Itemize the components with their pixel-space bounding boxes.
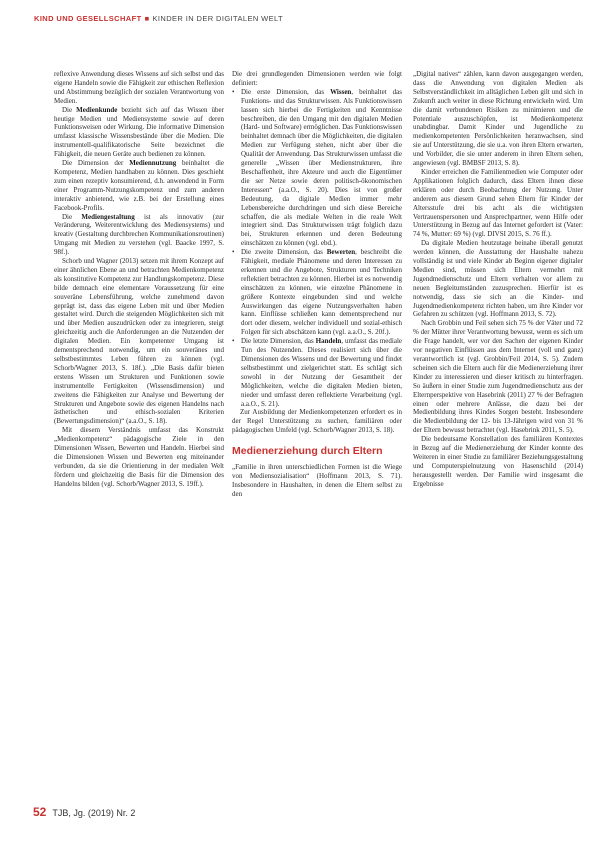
paragraph: Die drei grundlegenden Dimensionen werden wie folgt definiert:	[232, 70, 402, 87]
list-item-bewerten: • Die zweite Dimension, das Bewerten, beschreibt die Fähigkeit, mediale Phänomene und deren Interessen zu erkennen und die Angebote, Strukturen und Techniken reflektiert betrachten zu können. Hierbei ist es notwendig einschätzen zu können, wie einzelne Phänomene in größere Kontexte eingebunden sind und welche Auswirkungen das eigene Nutzungsverhalten haben kann. Einflüsse schließen kann dementsprechend nur dort oder diesem, welcher individuell und sozial-ethisch Folgen für sich abschätzen kann (vgl. a.a.O., S. 20f.).	[241, 248, 402, 337]
paragraph: Mit diesem Verständnis umfasst das Konstrukt „Medienkompetenz“ pädagogische Ziele in den Dimensionen Wissen, Bewerten und Handeln. Hierbei sind die Dimensionen Wissen und Bewerten eng miteinander verbunden, da sie die Orientierung in der medialen Welt fördern und gleichzeitig die Basis für die Dimension des Handelns bilden (vgl. Schorb/Wagner 2013, S. 19ff.).	[54, 426, 224, 488]
term-mediennutzung: Mediennutzung	[129, 159, 177, 168]
list-item-wissen: • Die erste Dimension, das Wissen, beinhaltet das Funktions- und das Strukturwissen. Als Funktionswissen lassen sich hierbei die Fertigkeiten und Kenntnisse beschreiben, die den Umgang mit den digitalen Medien (Hard- und Software) ermöglichen. Das Funktionswissen beinhaltet demnach über die Möglichkeiten, die digitalen Medien zur Verfügung stehen, nicht aber über die Qualität der Anwendung. Das Strukturwissen umfasst die generelle „Wissen über Medienstrukturen, ihre Beschaffenheit, ihre Akteure und auch die Eigentümer die ser Netze sowie deren politisch-ökonomischen Interessen“ (a.a.O., S. 20). Dies ist von großer Bedeutung, da digitale Medien immer mehr Lebensbereiche durchdringen und sich diese Bereiche schaffen, die als mediale Welten in die reale Welt integriert sind. Das Strukturwissen trägt folglich dazu bei, Strukturen erkennen und deren Bedeutung einschätzen zu können (vgl. ebd.).	[241, 88, 402, 248]
term-handeln: Handeln	[315, 337, 342, 346]
term-medienkunde: Medienkunde	[76, 105, 118, 114]
term-mediengestaltung: Mediengestaltung	[81, 212, 135, 221]
paragraph: „Familie in ihren unterschiedlichen Formen ist die Wiege von Mediensozialisation“ (Hoffmann 2013, S. 71). Insbesondere in Haushalten, in denen die Eltern selbst zu den	[232, 463, 402, 498]
term-wissen: Wissen	[330, 87, 352, 96]
paragraph: Kinder erreichen die Familienmedien wie Computer oder Applikationen folglich dadurch, dass Eltern ihnen diese erklären oder durch Beobachtung der Nutzung. Unter anderem aus diesem Grund sehen Eltern für Kinder der Altersstufe drei bis acht als die wichtigsten Vertrauenspersonen und Ansprechpartner, wenn Hilfe oder Unterstützung in Bezug auf das Internet gefordert ist (Vater: 74 %, Mutter: 69 %) (vgl. DIVSI 2015, S. 76 ff.).	[413, 167, 583, 239]
list-item-handeln: • Die letzte Dimension, das Handeln, umfasst das mediale Tun des Nutzenden. Dieses realisiert sich über die Dimensionen des Wissens und der Bewertung und findet selbstbestimmt und zielgerichtet statt. Es schlägt sich sowohl in der Nutzung der Gesamtheit der Möglichkeiten, welche die digitalen Medien bieten, nieder und umfasst deren reflektierte Verarbeitung (vgl. a.a.O., S. 21).	[241, 337, 402, 408]
dimension-list	[232, 88, 402, 409]
column-left	[54, 70, 224, 489]
paragraph: Die bedeutsame Konstellation des familiären Kontextes in Bezug auf die Medienerziehung der Kinder konnte des Weiteren in einer Studie zu familiärer Beziehungsgestaltung und Computerspielnutzung von Hasenschild (2014) herausgestellt werden. Der Familie wird insgesamt die Ergebnisse	[413, 435, 583, 488]
header-separator: ■	[144, 14, 150, 23]
paragraph: Zur Ausbildung der Medienkompetenzen erfordert es in der Regel Unterstützung zu suchen, familiären oder pädagogischen Umfeld (vgl. Schorb/Wagner 2013, S. 18).	[232, 408, 402, 435]
paragraph-mediengestaltung: Die Mediengestaltung ist als innovativ (zur Veränderung, Weiterentwicklung des Mediensystems) und kreativ (Gestaltung durchbrechen Kommunikationsroutinen) Umgang mit Medien zu verstehen (vgl. Baacke 1997, S. 98f.).	[54, 212, 225, 257]
journal-citation: TJB, Jg. (2019) Nr. 2	[52, 808, 136, 818]
running-header	[34, 14, 563, 28]
paragraph-mediennutzung: Die Dimension der Mediennutzung beinhaltet die Kompetenz, Medien handhaben zu können. Dies geschieht zum einen rezeptiv konsumierend, d.h. anwendend in Form einer Programm-Nutzungskompetenz und zum anderen interaktiv anbietend, wie z.B. bei der Erstellung eines Facebook-Profils.	[54, 159, 225, 212]
page-number: 52	[33, 805, 47, 819]
header-topic: KINDER IN DER DIGITALEN WELT	[152, 14, 284, 23]
paragraph: Nach Grobbin und Feil sehen sich 75 % der Väter und 72 % der Mütter ihrer Verantwortung bewusst, wenn es sich um die Frage handelt, wer vor den Sachen der eigenen Kinder vor negativen Einflüssen aus dem Internet (voll und ganz) verantwortlich ist (vgl. Grobbin/Feil 2014, S. 5). Zudem scheinen sich die Eltern auch für die Medienerziehung ihrer Kinder zu interessieren und dieser kritisch zu hinterfragen. So äußern in einer Studie zum Jugendmedienschutz aus der Elternperspektive von Hasebrink (2011) 27 % der Befragten einen oder mehrere Anlässe, die dazu bei der Medienbildung ihres Kindes Sorgen besteht. Insbesondere die Medienbildung der 12- bis 13-Jährigen wird von 31 % der Eltern bewusst betrachtet (vgl. Hasebrink 2011, S. 5).	[413, 319, 583, 435]
term-bewerten: Bewerten	[326, 248, 356, 257]
paragraph-medienkunde: Die Medienkunde bezieht sich auf das Wissen über heutige Medien und Mediensysteme sowie auf deren Funktionsweisen oder Wirkung. Die informative Dimension umfasst klassische Wissensbestände über die Medien. Die instrumentell-qualifikatorische Seite bezeichnet die Fähigkeit, die neuen Geräte auch bedienen zu können.	[54, 105, 224, 159]
section-heading: Medienerziehung durch Eltern	[232, 445, 383, 458]
header-section: KIND UND GESELLSCHAFT	[34, 14, 142, 23]
paragraph: Da digitale Medien heutzutage beinahe überall genutzt werden können, die Ausstattung der Haushalte nahezu vollständig ist und viele Kinder ab Beginn eigener digitaler Medien sind, müssen sich Eltern vermehrt mit Jugendmedienschutz und Eltern verhalten vor allem zu neuen Begleitumständen zuzusprechen. Hierfür ist es notwendig, dass sie sich an die Kinder- und Jugendmedienkompetenz richten haben, um ihre Kinder vor Gefahren zu schützen (vgl. Hoffmann 2013, S. 72).	[413, 239, 583, 319]
paragraph: reflexive Anwendung dieses Wissens auf sich selbst und das eigene Handeln sowie die Fähigkeit zur ethischen Reflexion und Abstimmung bezüglich der sozialen Verantwortung von Medien.	[54, 70, 224, 105]
column-middle	[232, 70, 402, 499]
paragraph: Schorb und Wagner (2013) setzen mit ihrem Konzept auf einer ähnlichen Ebene an und betrachten Medienkompetenz als konstitutive Kompetenz zur Handlungskompetenz. Diese bilde demnach eine elementare Voraussetzung für eine souveräne Lebensführung, welche zunehmend davon geprägt ist, dass das eigene Leben mit und über Medien gestaltet wird. Durch die steigenden Möglichkeiten sich mit und über Medien auszudrücken oder zu integrieren, steigt gleichzeitig auch die Anforderungen an die Nutzenden der digitalen Medien. Ein kompetenter Umgang ist dementsprechend notwendig, um ein souveränes und selbstbestimmtes Leben führen zu können (vgl. Schorb/Wagner 2013, S. 18f.). „Die Basis dafür bieten erstens Wissen um Strukturen und Funktionen sowie instrumentelle Fertigkeiten (Wissensdimension) und zweitens die Fähigkeiten zur Analyse und Bewertung der Strukturen und Angebote sowie des eigenen Handelns nach ästhetischen und ethisch-sozialen Kriterien (Bewertungsdimension)“ (a.a.O., S. 18).	[54, 257, 224, 426]
paragraph: „Digital natives“ zählen, kann davon ausgegangen werden, dass die Anwendung von digitalen Medien als Selbstverständlichkeit im alltäglichen Leben gilt und sich in Zukunft auch weiter in diese Richtung entwickeln wird. Um die damit verbundenen Risiken zu minimieren und die Potentiale auszuschöpfen, ist Medienkompetenz unabdingbar. Damit Kinder und Jugendliche zu medienkompetenten Persönlichkeiten heranwachsen, sind sie auf Unterstützung, die sie u.a. von ihren Eltern erwarten, und Vorbilder, die sie unter anderem in ihren Eltern sehen, angewiesen (vgl. BMBSF 2013, S. 8).	[413, 70, 583, 168]
page-footer	[33, 803, 135, 821]
column-right	[413, 70, 583, 489]
